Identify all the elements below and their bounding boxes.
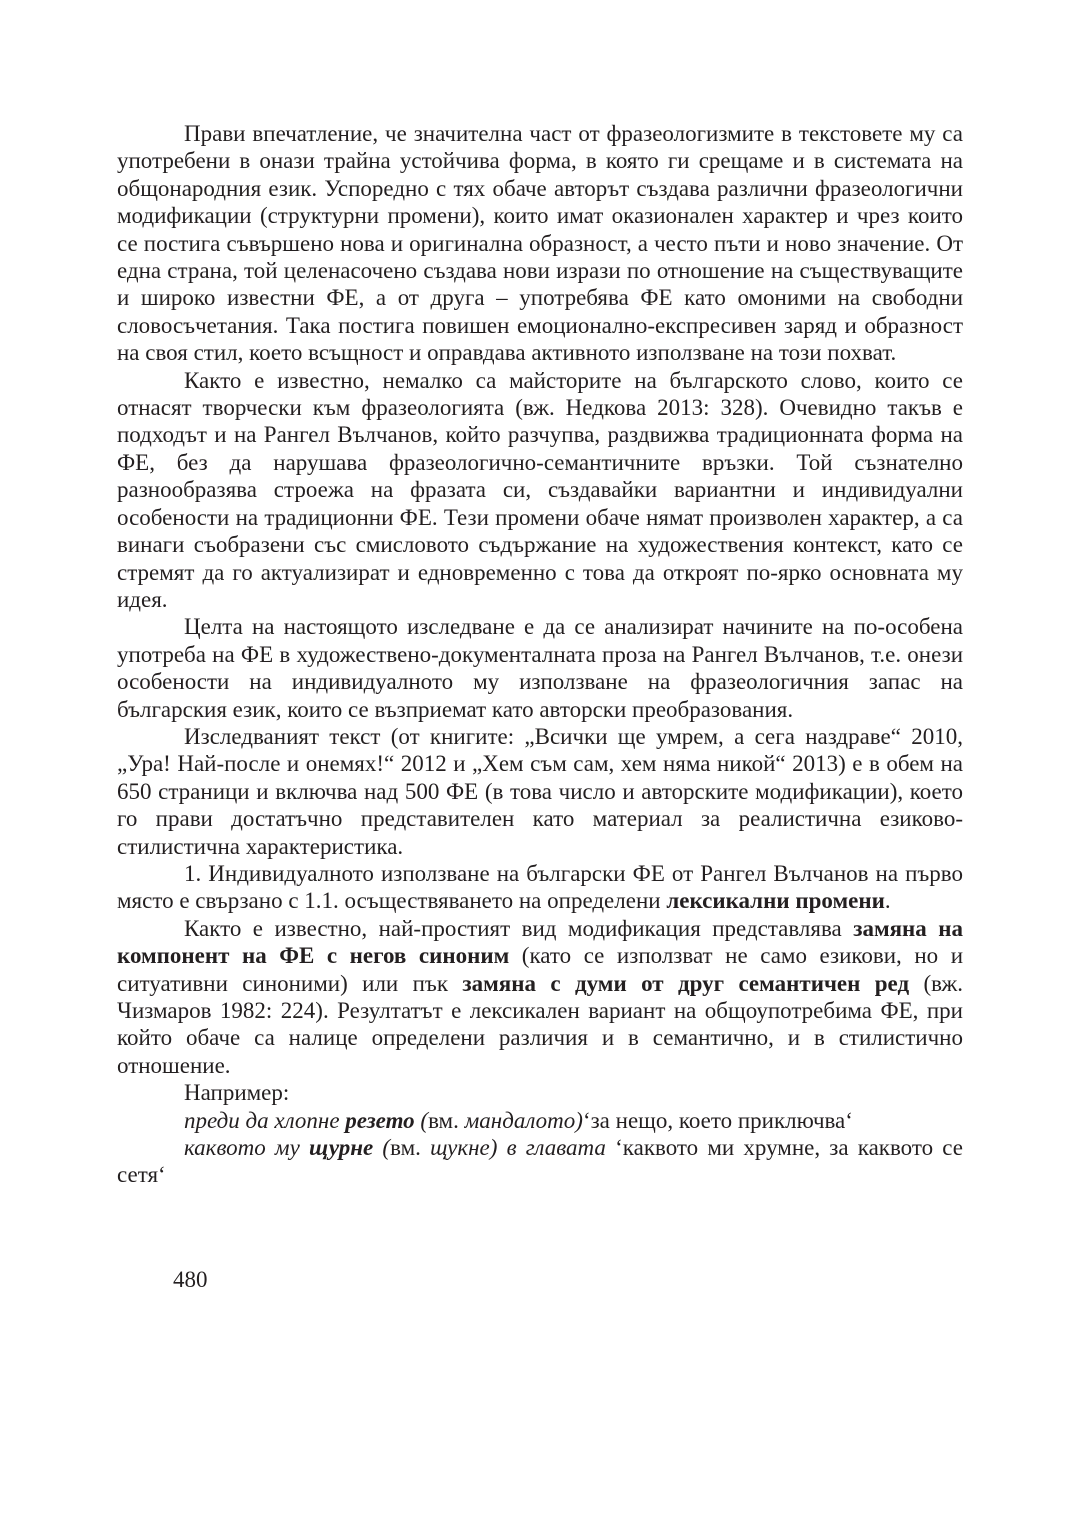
paragraph-6-bold-2: замяна с думи от друг семантичен ред: [462, 970, 910, 996]
paragraph-3: Целта на настоящото изследване е да се анализират начините на по-особена употреба на ФЕ в художествено-документалната проза на Рангел Вълчанов, т.е. онези особености на индивидуалното му използване на фразеологичния запас на българския език, които се възприемат като авторски преобразования.: [117, 614, 963, 722]
example-1-bold-italic: резето: [345, 1107, 415, 1133]
example-1: [117, 1107, 963, 1134]
example-2-bold-italic: щурне: [309, 1135, 374, 1161]
example-1-italic-1: преди да хлопне: [184, 1107, 346, 1133]
paragraph-6-text-2: (като се използват не само езикови, но и ситуативни синоними) или пък: [117, 943, 963, 996]
paragraph-6-text-1: Както е известно, най-простият вид модификация представлява: [184, 915, 854, 941]
example-1-italic-2: (: [414, 1107, 429, 1133]
page-body: [117, 120, 963, 1189]
example-2: [117, 1134, 963, 1189]
paragraph-5-text: 1. Индивидуалното използване на български ФЕ от Рангел Вълчанов на първо място е свързано с 1.1. осъществяването на определени: [117, 860, 963, 914]
example-2-italic-1: каквото му: [184, 1135, 309, 1161]
example-1-gloss: ‘за нещо, което приключва‘: [582, 1107, 853, 1133]
example-2-italic-3: щукне) в главата: [430, 1135, 606, 1161]
example-2-vm: вм.: [390, 1135, 431, 1161]
paragraph-1: Прави впечатление, че значителна част от фразеологизмите в текстовете му са употребени в онази трайна устойчива форма, в която ги срещаме и в системата на общонародния език. Успоредно с тях обаче авторът създава различни фразеологични модификации (структурни промени), които имат оказионален характер и чрез които се постига съвършено нова и оригинална образност, а често пъти и ново значение. От една страна, той целенасочено създава нови изрази по отношение на съществуващите и широко известни ФЕ, а от друга – употребява ФЕ като омоними на свободни словосъчетания. Така постига повишен емоционално-експресивен заряд и образност на своя стил, което всъщност и оправдава активното използване на този похват.: [117, 121, 963, 366]
paragraph-5: [117, 860, 963, 915]
example-2-italic-2: (: [373, 1135, 391, 1161]
page-number: 480: [173, 1267, 208, 1292]
paragraph-5-end: .: [884, 888, 891, 914]
example-2-gloss: ‘каквото ми хрумне, за каквото се сетя‘: [117, 1135, 963, 1188]
example-1-italic-3: мандалото): [464, 1107, 583, 1133]
paragraph-4: Изследваният текст (от книгите: „Всички ще умрем, а сега наздраве“ 2010, „Ура! Най-после и онемях!“ 2012 и „Хем съм сам, хем няма никой“ 2013) е в обем на 650 страници и включва над 500 ФЕ (в това число и авторските модификации), което го прави достатъчно представителен като материал за реалистична езиково-стилистична характеристика.: [117, 723, 963, 859]
example-1-vm: вм.: [428, 1107, 465, 1133]
paragraph-6-bold-1: замяна на компонент на ФЕ с негов синоним: [117, 915, 963, 969]
paragraph-7: Например:: [184, 1080, 290, 1106]
paragraph-5-bold-term: лексикални промени: [666, 888, 885, 914]
paragraph-6-text-3: (вж. Чизмаров 1982: 224). Резултатът е лексикален вариант на общоупотребима ФЕ, при който обаче са налице определени различия и в семантично, и в стилистично отношение.: [117, 970, 963, 1078]
paragraph-6: [117, 915, 963, 1079]
paragraph-2: Както е известно, немалко са майсторите на българското слово, които се отнасят творчески към фразеологията (вж. Недкова 2013: 328). Очевидно такъв е подходът и на Рангел Вълчанов, който разчупва, раздвижва традиционната форма на ФЕ, без да нарушава фразеологично-семантичните връзки. Той съзнателно разнообразява строежа на фразата си, създавайки вариантни и индивидуални особености на традиционни ФЕ. Тези промени обаче нямат произволен характер, а са винаги съобразени със смисловото съдържание на художествения контекст, като се стремят да го актуализират и едновременно с това да откроят по-ярко основната му идея.: [117, 367, 963, 612]
